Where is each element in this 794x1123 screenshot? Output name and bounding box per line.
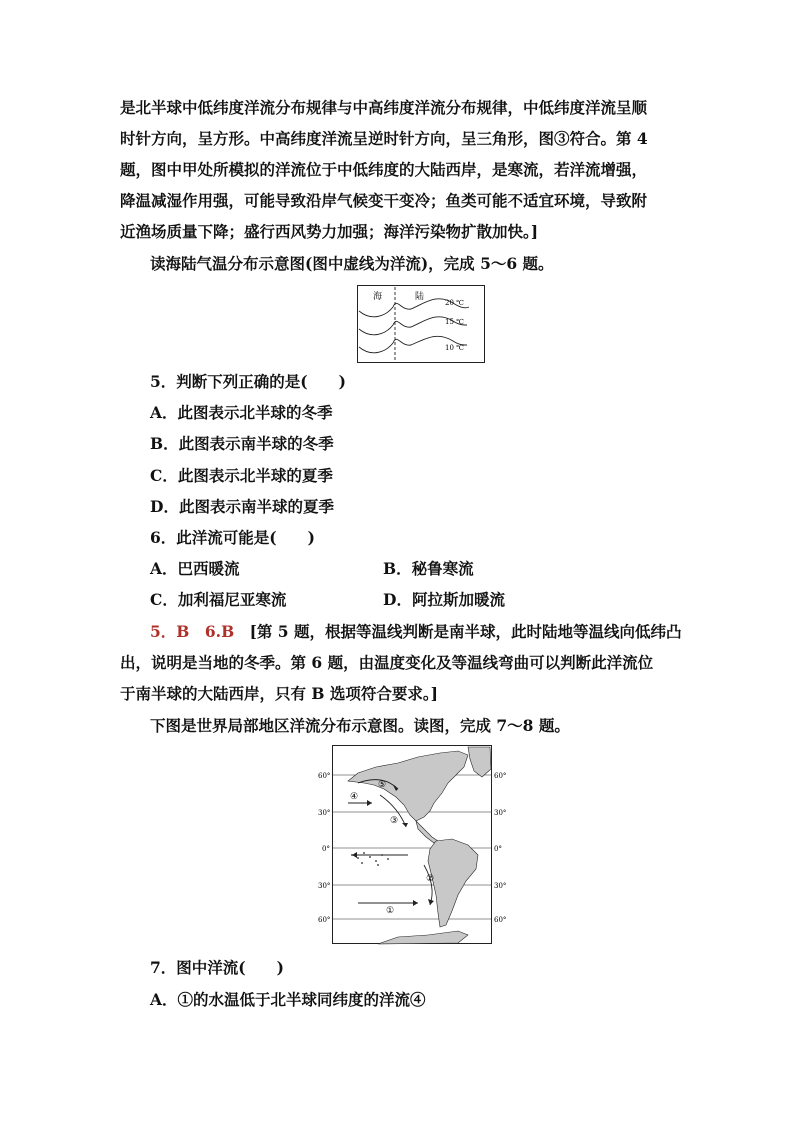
answer-5-6-line bbox=[150, 622, 682, 642]
lat-label-left: 60° bbox=[318, 772, 331, 780]
question-7-option-a[interactable]: A．①的水温低于北半球同纬度的洋流④ bbox=[150, 990, 426, 1009]
isotherm-label-15: 15 ℃ bbox=[445, 318, 464, 326]
question-5-option-a[interactable]: A．此图表示北半球的冬季 bbox=[150, 403, 333, 422]
lat-label-left: 30° bbox=[318, 882, 331, 890]
question-6-option-a[interactable]: A．巴西暖流 bbox=[150, 559, 240, 578]
lat-label-right: 30° bbox=[494, 882, 507, 890]
question-5-option-c[interactable]: C．此图表示北半球的夏季 bbox=[150, 466, 333, 485]
current-label-5: ⑤ bbox=[378, 780, 387, 790]
current-label-2: ② bbox=[426, 874, 435, 884]
sea-land-temperature-figure bbox=[357, 285, 485, 363]
intro-questions-7-8: 下图是世界局部地区洋流分布示意图。读图，完成 7～8 题。 bbox=[150, 716, 570, 735]
current-label-4: ④ bbox=[350, 792, 359, 802]
question-6-option-d[interactable]: D．阿拉斯加暖流 bbox=[383, 590, 505, 609]
sea-label: 海 bbox=[373, 292, 383, 302]
explanation-line: 题，图中甲处所模拟的洋流位于中低纬度的大陆西岸，是寒流，若洋流增强， bbox=[120, 160, 648, 179]
lat-label-right: 30° bbox=[494, 809, 507, 817]
explanation-line: 是北半球中低纬度洋流分布规律与中高纬度洋流分布规律，中低纬度洋流呈顺 bbox=[120, 98, 648, 117]
current-label-3: ③ bbox=[390, 816, 399, 826]
answer-key: 5．B 6.B bbox=[150, 622, 235, 641]
intro-questions-5-6: 读海陆气温分布示意图(图中虚线为洋流)，完成 5～6 题。 bbox=[150, 254, 554, 273]
explanation-line: 降温减湿作用强，可能导致沿岸气候变干变冷；鱼类可能不适宜环境，导致附 bbox=[120, 191, 648, 210]
question-5-option-b[interactable]: B．此图表示南半球的冬季 bbox=[150, 434, 334, 453]
question-5-stem: 5．判断下列正确的是( ) bbox=[150, 372, 346, 391]
answer-explanation-line: 出，说明是当地的冬季。第 6 题，由温度变化及等温线弯曲可以判断此洋流位 bbox=[120, 653, 654, 672]
explanation-line: 近渔场质量下降；盛行西风势力加强；海洋污染物扩散加快。] bbox=[120, 222, 539, 241]
question-6-stem: 6．此洋流可能是( ) bbox=[150, 528, 315, 547]
land-label: 陆 bbox=[415, 292, 425, 302]
question-6-option-b[interactable]: B．秘鲁寒流 bbox=[383, 559, 474, 578]
isotherm-label-10: 10 ℃ bbox=[445, 344, 464, 352]
question-5-option-d[interactable]: D．此图表示南半球的夏季 bbox=[150, 497, 334, 516]
ocean-currents-map bbox=[318, 745, 510, 945]
lat-label-left: 0° bbox=[322, 845, 330, 853]
lat-label-left: 30° bbox=[318, 809, 331, 817]
question-7-stem: 7．图中洋流( ) bbox=[150, 958, 284, 977]
current-label-1: ① bbox=[386, 906, 395, 916]
lat-label-right: 60° bbox=[494, 772, 507, 780]
question-6-option-c[interactable]: C．加利福尼亚寒流 bbox=[150, 590, 287, 609]
explanation-line: 时针方向，呈方形。中高纬度洋流呈逆时针方向，呈三角形，图③符合。第 4 bbox=[120, 129, 648, 148]
isotherm-label-20: 20 ℃ bbox=[445, 299, 464, 307]
answer-explanation-line: 于南半球的大陆西岸，只有 B 选项符合要求。] bbox=[120, 684, 438, 703]
lat-label-right: 0° bbox=[494, 845, 502, 853]
answer-explanation: [第 5 题，根据等温线判断是南半球，此时陆地等温线向低纬凸 bbox=[249, 622, 682, 641]
lat-label-left: 60° bbox=[318, 916, 331, 924]
lat-label-right: 60° bbox=[494, 916, 507, 924]
